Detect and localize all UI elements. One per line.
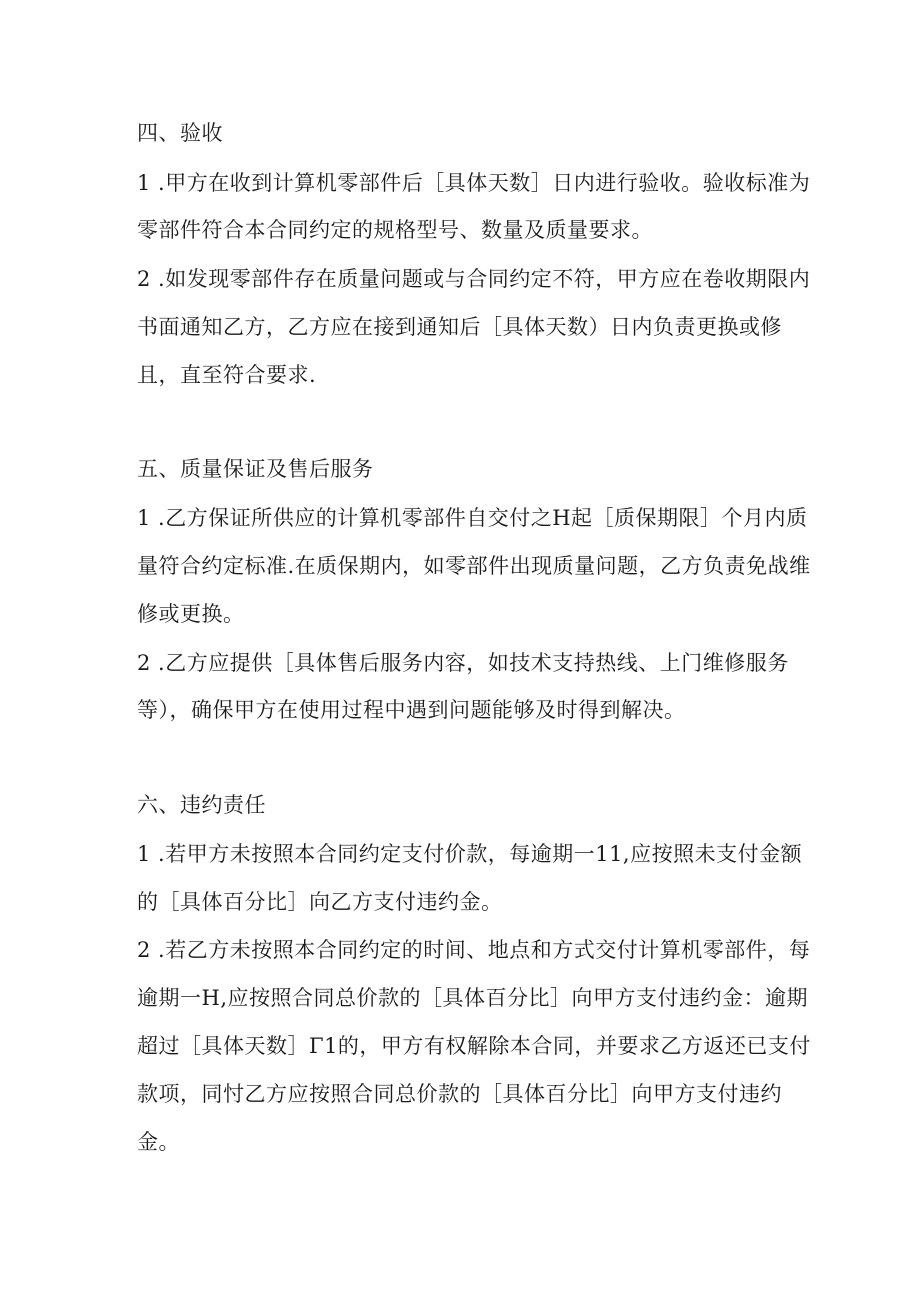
- section-heading-liability: 六、违约责任: [137, 793, 266, 817]
- paragraph-line: 2 .若乙方未按照本合同约定的时间、地点和方式交付计算机零部件，每: [137, 938, 811, 962]
- paragraph-line: 逾期一H,应按照合同总价款的［具体百分比］向甲方支付违约金：逾期: [137, 986, 808, 1010]
- paragraph-line: 款项，同忖乙方应按照合同总价款的［具体百分比］向甲方支付违约: [137, 1082, 782, 1106]
- paragraph-line: 量符合约定标准.在质保期内，如零部件出现质量问题，乙方负责免战维: [137, 554, 811, 578]
- paragraph-line: 等），确保甲方在使用过程中遇到问题能够及时得到解决。: [137, 698, 686, 722]
- paragraph-line: 且，直至符合要求.: [137, 363, 317, 387]
- paragraph-line: 金。: [137, 1130, 180, 1154]
- paragraph-line: 修或更换。: [137, 602, 245, 626]
- paragraph-line: 的［具体百分比］向乙方支付违约金。: [137, 890, 503, 914]
- paragraph-line: 1 .甲方在收到计算机零部件后［具体天数］日内进行验收。验收标准为: [137, 171, 811, 195]
- paragraph-line: 书面通知乙方，乙方应在接到通知后［具体天数）日内负责更换或修: [137, 315, 782, 339]
- paragraph-line: 2 .乙方应提供［具体售后服务内容，如技术支持热线、上门维修服务: [137, 651, 789, 675]
- paragraph-line: 1 .乙方保证所供应的计算机零部件自交付之H起［质保期限］个月内质: [137, 506, 808, 530]
- section-heading-acceptance: 四、验收: [137, 121, 223, 145]
- paragraph-line: 超过［具体天数］Γ1的，甲方有权解除本合同，并要求乙方返还已支付: [137, 1034, 811, 1058]
- paragraph-line: 1 .若甲方未按照本合同约定支付价款，每逾期一11,应按照未支付金额: [137, 842, 803, 866]
- paragraph-line: 2 .如发现零部件存在质量问题或与合同约定不符，甲方应在卷收期限内: [137, 267, 811, 291]
- section-heading-warranty: 五、质量保证及售后服务: [137, 457, 374, 481]
- paragraph-line: 零部件符合本合同约定的规格型号、数量及质量要求。: [137, 218, 653, 242]
